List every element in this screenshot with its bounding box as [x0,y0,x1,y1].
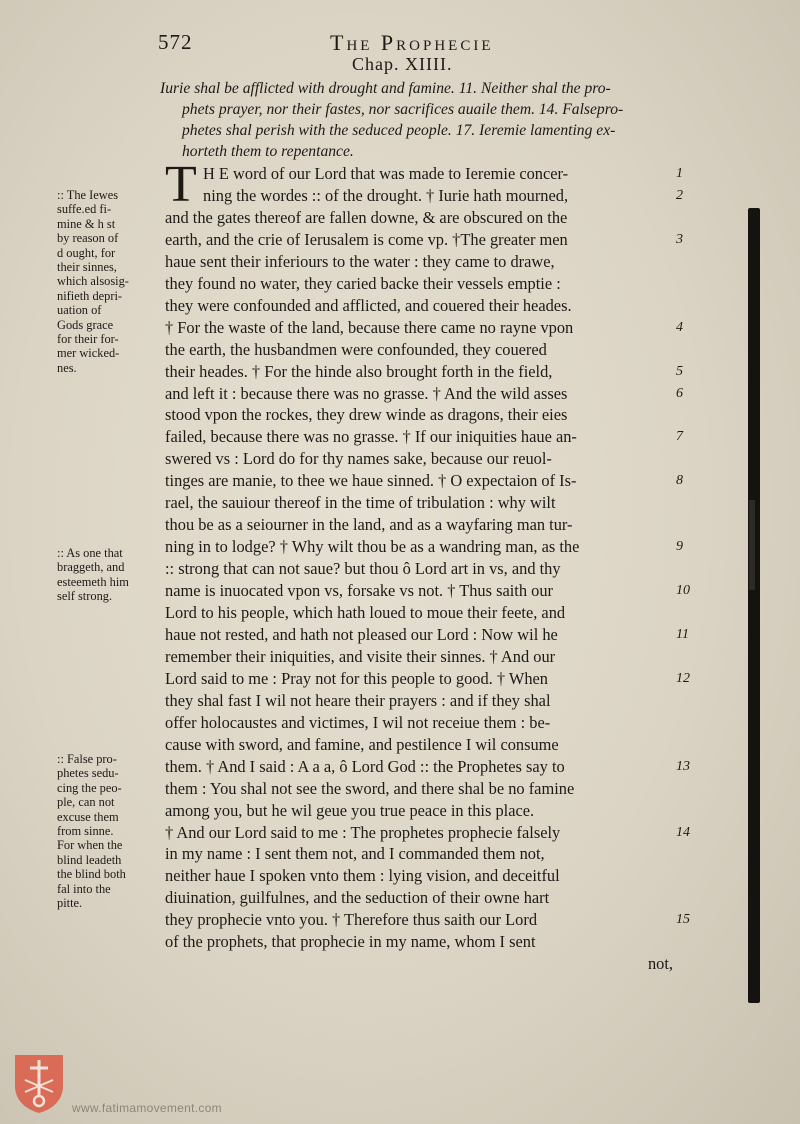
margin-note-line: pitte. [57,896,83,911]
margin-note-line: suffe.ed fi- [57,202,112,217]
verse-number: 12 [676,670,690,686]
text-line: stood vpon the rockes, they drew winde as dragons, their eies [165,405,568,425]
margin-note-line: fal into the [57,881,111,896]
text-line: they were confounded and afflicted, and couered their heades. [165,295,572,315]
margin-note-line: esteemeth him [57,574,129,589]
argument-line: phetes shal perish with the seduced people. 17. Ieremie lamenting ex- [182,122,616,139]
text-line: their heades. † For the hinde also brought forth in the field, [165,361,553,381]
text-line: of the prophets, that prophecie in my name, whom I sent [165,932,536,952]
margin-note-line: uation of [57,303,102,318]
page-number: 572 [158,30,193,54]
margin-note-line: mer wicked- [57,346,120,361]
papal-keys-emblem-icon [12,1052,66,1114]
margin-note-line: their sinnes, [57,260,117,275]
page-edge-notch [749,500,755,590]
chapter-argument [160,78,710,162]
margin-note-line: from sinne. [57,824,114,839]
text-line: :: strong that can not saue? but thou ô Lord art in vs, and thy [165,559,561,579]
margin-note-line: ple, can not [57,795,115,810]
margin-note-line: For when the [57,838,123,853]
argument-line: phets prayer, nor their fastes, nor sacrifices auaile them. 14. Falsepro- [182,101,624,118]
text-line: † For the waste of the land, because there came no rayne vpon [165,317,574,337]
margin-note-line: :: The Iewes [57,188,119,202]
text-line: remember their iniquities, and visite their sinnes. † And our [165,646,556,666]
margin-note-line: for their for- [57,332,119,347]
text-line: Lord said to me : Pray not for this people to good. † When [165,668,548,688]
margin-note-line: blind leadeth [57,852,122,867]
verse-number: 4 [676,319,683,335]
text-line: the earth, the husbandmen were confounded, they couered [165,339,547,359]
text-line: failed, because there was no grasse. † If our iniquities haue an- [165,427,577,447]
margin-note-line: nifieth depri- [57,288,123,303]
text-line: ning the wordes :: of the drought. † Iurie hath mourned, [203,185,569,205]
text-line: in my name : I sent them not, and I commanded them not, [165,844,545,864]
verse-number: 13 [676,758,690,774]
margin-note-line: the blind both [57,867,126,882]
margin-note-line: by reason of [57,231,119,246]
verse-number: 14 [676,824,690,840]
running-head: The Prophecie [330,30,494,55]
watermark-url[interactable]: www.fatimamovement.com [72,1101,222,1115]
text-line: rael, the sauiour thereof in the time of tribulation : why wilt [165,493,556,513]
argument-line: horteth them to repentance. [182,143,354,160]
margin-note-line: :: As one that [57,546,123,560]
text-line: tinges are manie, to thee we haue sinned. † O expectaion of Is- [165,471,577,491]
verse-number: 7 [676,429,683,445]
text-line: they found no water, they caried backe their vessels emptie : [165,273,561,293]
text-line: neither haue I spoken vnto them : lying vision, and deceitful [165,866,560,886]
margin-note-line: Gods grace [57,317,114,332]
argument-line: Iurie shal be afflicted with drought and famine. 11. Neither shal the pro- [160,80,611,97]
text-line: they shal fast I wil not heare their prayers : and if they shal [165,690,551,710]
margin-note-line: self strong. [57,589,113,604]
text-line: H E word of our Lord that was made to Ieremie concer- [203,164,569,183]
margin-note-line: phetes sedu- [57,766,119,781]
drop-cap: T [165,156,197,213]
text-line: name is inuocated vpon vs, forsake vs not. † Thus saith our [165,581,554,601]
verse-number: 8 [676,473,683,489]
text-line: them : You shal not see the sword, and there shal be no famine [165,778,575,798]
margin-note-line: excuse them [57,809,119,824]
margin-note-drought [57,188,161,375]
text-line: they prophecie vnto you. † Therefore thus saith our Lord [165,910,538,930]
margin-note-line: cing the peo- [57,780,122,795]
verse-number: 5 [676,363,683,379]
margin-note-line: nes. [57,360,77,375]
text-line: not, [647,954,673,974]
verse-number: 1 [676,166,683,181]
text-line: cause with sword, and famine, and pestilence I wil consume [165,734,559,754]
text-line: thou be as a seiourner in the land, and as a wayfaring man tur- [165,515,573,535]
margin-note-line: which alsosig- [57,274,129,289]
margin-note-false-prophets [57,752,161,910]
margin-note-strong [57,546,161,604]
text-line: swered vs : Lord do for thy names sake, because our reuol- [165,449,552,469]
text-line: offer holocaustes and victimes, I wil not receiue them : be- [165,712,551,732]
text-line: and left it : because there was no grasse. † And the wild asses [165,383,568,403]
text-line: diuination, guilfulnes, and the seduction of their owne hart [165,888,550,908]
text-line: haue sent their inferiours to the water : they came to drawe, [165,251,555,271]
text-line: Lord to his people, which hath loued to moue their feete, and [165,603,566,622]
verse-number: 3 [676,231,683,247]
verse-number: 10 [676,583,690,599]
page-edge-shadow [748,208,760,1003]
verse-number: 6 [676,385,683,401]
verse-number: 9 [676,539,683,555]
text-line: earth, and the crie of Ierusalem is come vp. †The greater men [165,229,568,249]
chapter-title: Chap. XIIII. [352,54,453,74]
text-line: and the gates thereof are fallen downe, & are obscured on the [165,207,568,227]
text-line: them. † And I said : A a a, ô Lord God :: the Prophetes say to [165,756,565,776]
verse-number: 11 [676,626,689,642]
margin-note-line: braggeth, and [57,560,125,575]
margin-note-line: mine & h st [57,216,116,231]
text-line: ning in to lodge? † Why wilt thou be as a wandring man, as the [165,537,580,557]
margin-note-line: d ought, for [57,245,116,260]
text-line: haue not rested, and hath not pleased our Lord : Now wil he [165,624,558,644]
verse-number: 2 [676,187,683,203]
margin-note-line: :: False pro- [57,752,117,766]
text-line: † And our Lord said to me : The prophetes prophecie falsely [165,822,561,842]
text-line: among you, but he wil geue you true peace in this place. [165,800,535,820]
verse-number: 15 [676,912,690,928]
